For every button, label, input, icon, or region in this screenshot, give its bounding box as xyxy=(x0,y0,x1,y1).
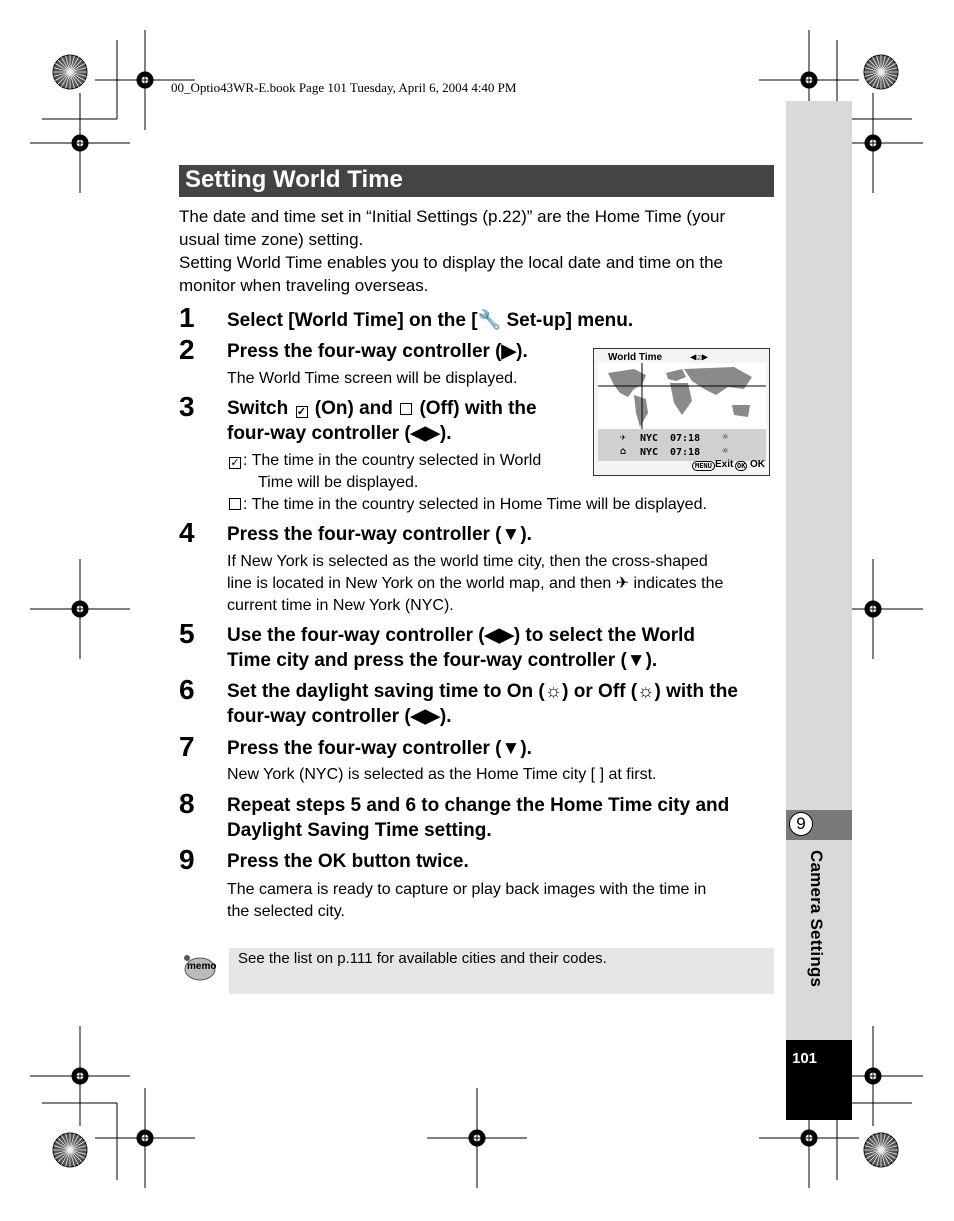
step-body: The World Time screen will be displayed. xyxy=(227,370,518,387)
intro-line-2: usual time zone) setting. xyxy=(179,230,364,249)
step-title: Press the four-way controller (▼). xyxy=(227,524,532,545)
ok-button-icon: OK xyxy=(737,462,746,470)
step-title: Use the four-way controller (◀▶) to select the World xyxy=(227,625,696,646)
airplane-icon: ✈ xyxy=(620,432,627,443)
step-number: 6 xyxy=(179,674,195,705)
section-title: Setting World Time xyxy=(185,166,403,193)
step-number: 5 xyxy=(179,618,195,649)
lcd-ok: OK xyxy=(750,459,765,470)
home-icon: ⌂ xyxy=(620,446,627,457)
chapter-number: 9 xyxy=(789,812,813,836)
step-title-line-2: four-way controller (◀▶). xyxy=(227,706,452,727)
step-body: the selected city. xyxy=(227,903,345,920)
lcd-title: World Time xyxy=(608,352,663,363)
lcd-row2-time: 07:18 xyxy=(670,447,701,458)
step-number: 9 xyxy=(179,844,195,875)
step-body: line is located in New York on the world map, and then ✈ indicates the xyxy=(227,575,724,592)
dst-icon: ☼ xyxy=(722,446,729,457)
lcd-row2-city: NYC xyxy=(640,447,659,458)
intro-line-4: monitor when traveling overseas. xyxy=(179,276,429,295)
checkbox-on-icon: ✓ xyxy=(230,457,240,469)
memo-icon xyxy=(182,952,216,982)
lcd-row1-time: 07:18 xyxy=(670,433,701,444)
header-text: 00_Optio43WR-E.book Page 101 Tuesday, April 6, 2004 4:40 PM xyxy=(171,80,517,95)
dst-icon: ☼ xyxy=(722,432,729,443)
step-title: Repeat steps 5 and 6 to change the Home Time city and xyxy=(227,795,730,816)
checkbox-off-icon xyxy=(229,498,241,510)
intro-line-1: The date and time set in “Initial Settings (p.22)” are the Home Time (your xyxy=(179,207,726,226)
step-title: Press the four-way controller (▶). xyxy=(227,341,528,362)
step-number: 4 xyxy=(179,517,195,548)
step-title: Press the four-way controller (▼). xyxy=(227,738,532,759)
step-title-line-2: Daylight Saving Time setting. xyxy=(227,820,492,841)
step-number: 2 xyxy=(179,334,195,365)
world-time-screen xyxy=(593,348,770,476)
page-number: 101 xyxy=(792,1050,818,1067)
step-body: The camera is ready to capture or play back images with the time in xyxy=(227,881,707,898)
step-body: current time in New York (NYC). xyxy=(227,597,454,614)
note-on: ✓ : The time in the country selected in World xyxy=(230,452,542,469)
step-title-line-2: Time city and press the four-way controller (▼). xyxy=(227,650,658,671)
checkbox-on-icon: ✓ xyxy=(296,406,307,418)
step-body: New York (NYC) is selected as the Home Time city [ ] at first. xyxy=(227,766,657,783)
lcd-exit: Exit xyxy=(715,459,734,470)
note-on-line-2: Time will be displayed. xyxy=(258,474,419,491)
step-number: 1 xyxy=(179,302,195,333)
checkbox-off-icon xyxy=(400,403,412,415)
step-number: 3 xyxy=(179,391,195,422)
step-title: Select [World Time] on the [🔧 Set-up] menu. xyxy=(227,310,634,331)
step-number: 8 xyxy=(179,788,195,819)
step-title-line-2: four-way controller (◀▶). xyxy=(227,423,452,444)
memo-text: See the list on p.111 for available cities and their codes. xyxy=(238,950,607,967)
chapter-title: Camera Settings xyxy=(807,850,826,988)
lcd-row1-city: NYC xyxy=(640,433,659,444)
step-number: 7 xyxy=(179,731,195,762)
step-title: Switch ✓ (On) and (Off) with the xyxy=(227,398,537,419)
intro-line-3: Setting World Time enables you to display the local date and time on the xyxy=(179,253,724,272)
step-title: Set the daylight saving time to On (☼) or Off (☼) with the xyxy=(227,681,738,702)
lcd-checkbox-icon: ◀☑▶ xyxy=(690,352,709,363)
step-body: If New York is selected as the world time city, then the cross-shaped xyxy=(227,553,708,570)
menu-icon: MENU xyxy=(692,461,715,471)
note-off: : The time in the country selected in Home Time will be displayed. xyxy=(227,494,707,516)
memo-label: memo xyxy=(187,961,217,972)
step-title: Press the OK button twice. xyxy=(227,851,469,872)
